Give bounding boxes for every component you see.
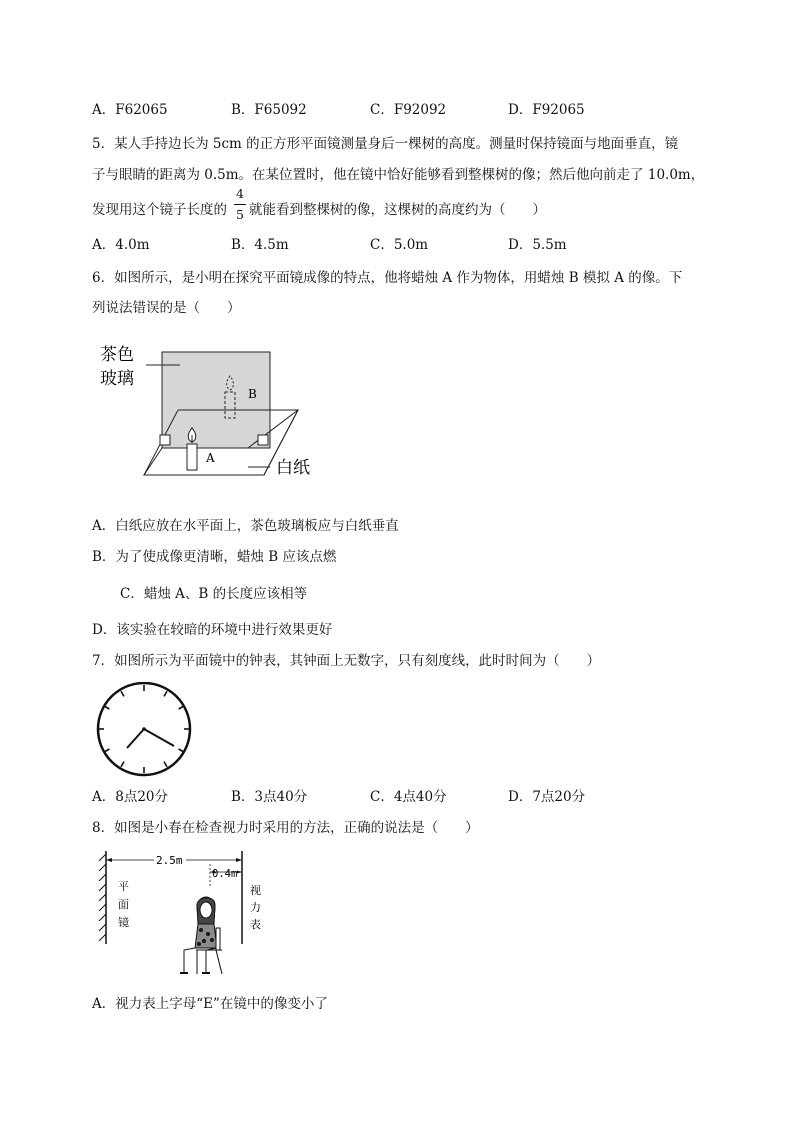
paper-label: 白纸 bbox=[276, 458, 310, 478]
candle-a-label: A bbox=[206, 451, 215, 465]
q7-option-b: B．3点40分 bbox=[231, 789, 308, 805]
mirror-label-3: 镜 bbox=[118, 916, 129, 929]
q5-stem-line-3-before: 发现用这个镜子长度的 bbox=[92, 202, 227, 218]
q5-stem-line-3-after: 就能看到整棵树的像，这棵树的高度约为（ ） bbox=[249, 202, 546, 218]
chart-label-2: 力 bbox=[250, 901, 261, 914]
chart-label-1: 视 bbox=[250, 884, 261, 897]
q5-option-b: B．4.5m bbox=[231, 237, 289, 253]
q4-option-d: D．F92065 bbox=[508, 102, 585, 118]
q6-option-b: B．为了使成像更清晰，蜡烛 B 应该点燃 bbox=[92, 549, 337, 565]
mirror-label-2: 面 bbox=[118, 898, 129, 911]
q7-option-d: D．7点20分 bbox=[508, 789, 586, 805]
q6-option-a: A．白纸应放在水平面上，茶色玻璃板应与白纸垂直 bbox=[92, 518, 399, 534]
q6-option-c: C．蜡烛 A、B 的长度应该相等 bbox=[120, 586, 308, 602]
q6-option-d: D．该实验在较暗的环境中进行效果更好 bbox=[92, 622, 333, 638]
candle-a bbox=[187, 444, 197, 470]
q5-option-a: A．4.0m bbox=[92, 237, 150, 253]
q4-option-c: C．F92092 bbox=[370, 102, 447, 118]
mirror-experiment-figure bbox=[96, 340, 336, 485]
mirror-label-1: 平 bbox=[118, 880, 129, 893]
q4-option-b: B．F65092 bbox=[231, 102, 307, 118]
left-support-block bbox=[160, 435, 170, 445]
q6-stem-line-1: 6．如图所示，是小明在探究平面镜成像的特点，他将蜡烛 A 作为物体，用蜡烛 B 模拟 A 的像。下 bbox=[92, 270, 683, 286]
eye-test-figure bbox=[96, 848, 276, 982]
q6-stem-line-2: 列说法错误的是（ ） bbox=[92, 300, 241, 316]
right-support-block bbox=[258, 435, 268, 445]
q8-option-a: A．视力表上字母“E”在镜中的像变小了 bbox=[92, 996, 328, 1012]
q5-stem-line-2: 子与眼睛的距离为 0.5m。在某位置时，他在镜中恰好能够看到整棵树的像；然后他向前走了 10.0m， bbox=[92, 167, 705, 183]
distance-0-4m-label: 0.4m bbox=[212, 868, 238, 880]
q8-stem-line-1: 8．如图是小春在检查视力时采用的方法，正确的说法是（ ） bbox=[92, 820, 479, 836]
candle-b-label: B bbox=[248, 387, 257, 401]
q7-option-a: A．8点20分 bbox=[92, 789, 169, 805]
distance-2-5m-label: 2.5m bbox=[156, 854, 183, 867]
q5-fraction-denominator: 5 bbox=[236, 207, 244, 222]
mirror-hatching bbox=[99, 854, 106, 941]
q5-fraction-numerator: 4 bbox=[236, 186, 244, 201]
q4-option-a: A．F62065 bbox=[92, 102, 168, 118]
glass-label-2: 玻璃 bbox=[100, 369, 134, 389]
mirror-clock-figure bbox=[94, 682, 194, 780]
q7-stem-line-1: 7．如图所示为平面镜中的钟表，其钟面上无数字，只有刻度线，此时时间为（ ） bbox=[92, 653, 601, 669]
q5-stem-line-1: 5．某人手持边长为 5cm 的正方形平面镜测量身后一棵树的高度。测量时保持镜面与地面垂直，镜 bbox=[92, 136, 679, 152]
glass-label-1: 茶色 bbox=[100, 345, 134, 365]
q7-option-c: C．4点40分 bbox=[370, 789, 447, 805]
q5-option-d: D．5.5m bbox=[508, 237, 567, 253]
q5-option-c: C．5.0m bbox=[370, 237, 429, 253]
q5-fraction-bar bbox=[234, 204, 246, 205]
chart-label-3: 表 bbox=[250, 918, 261, 931]
seated-girl-illustration bbox=[180, 897, 222, 974]
